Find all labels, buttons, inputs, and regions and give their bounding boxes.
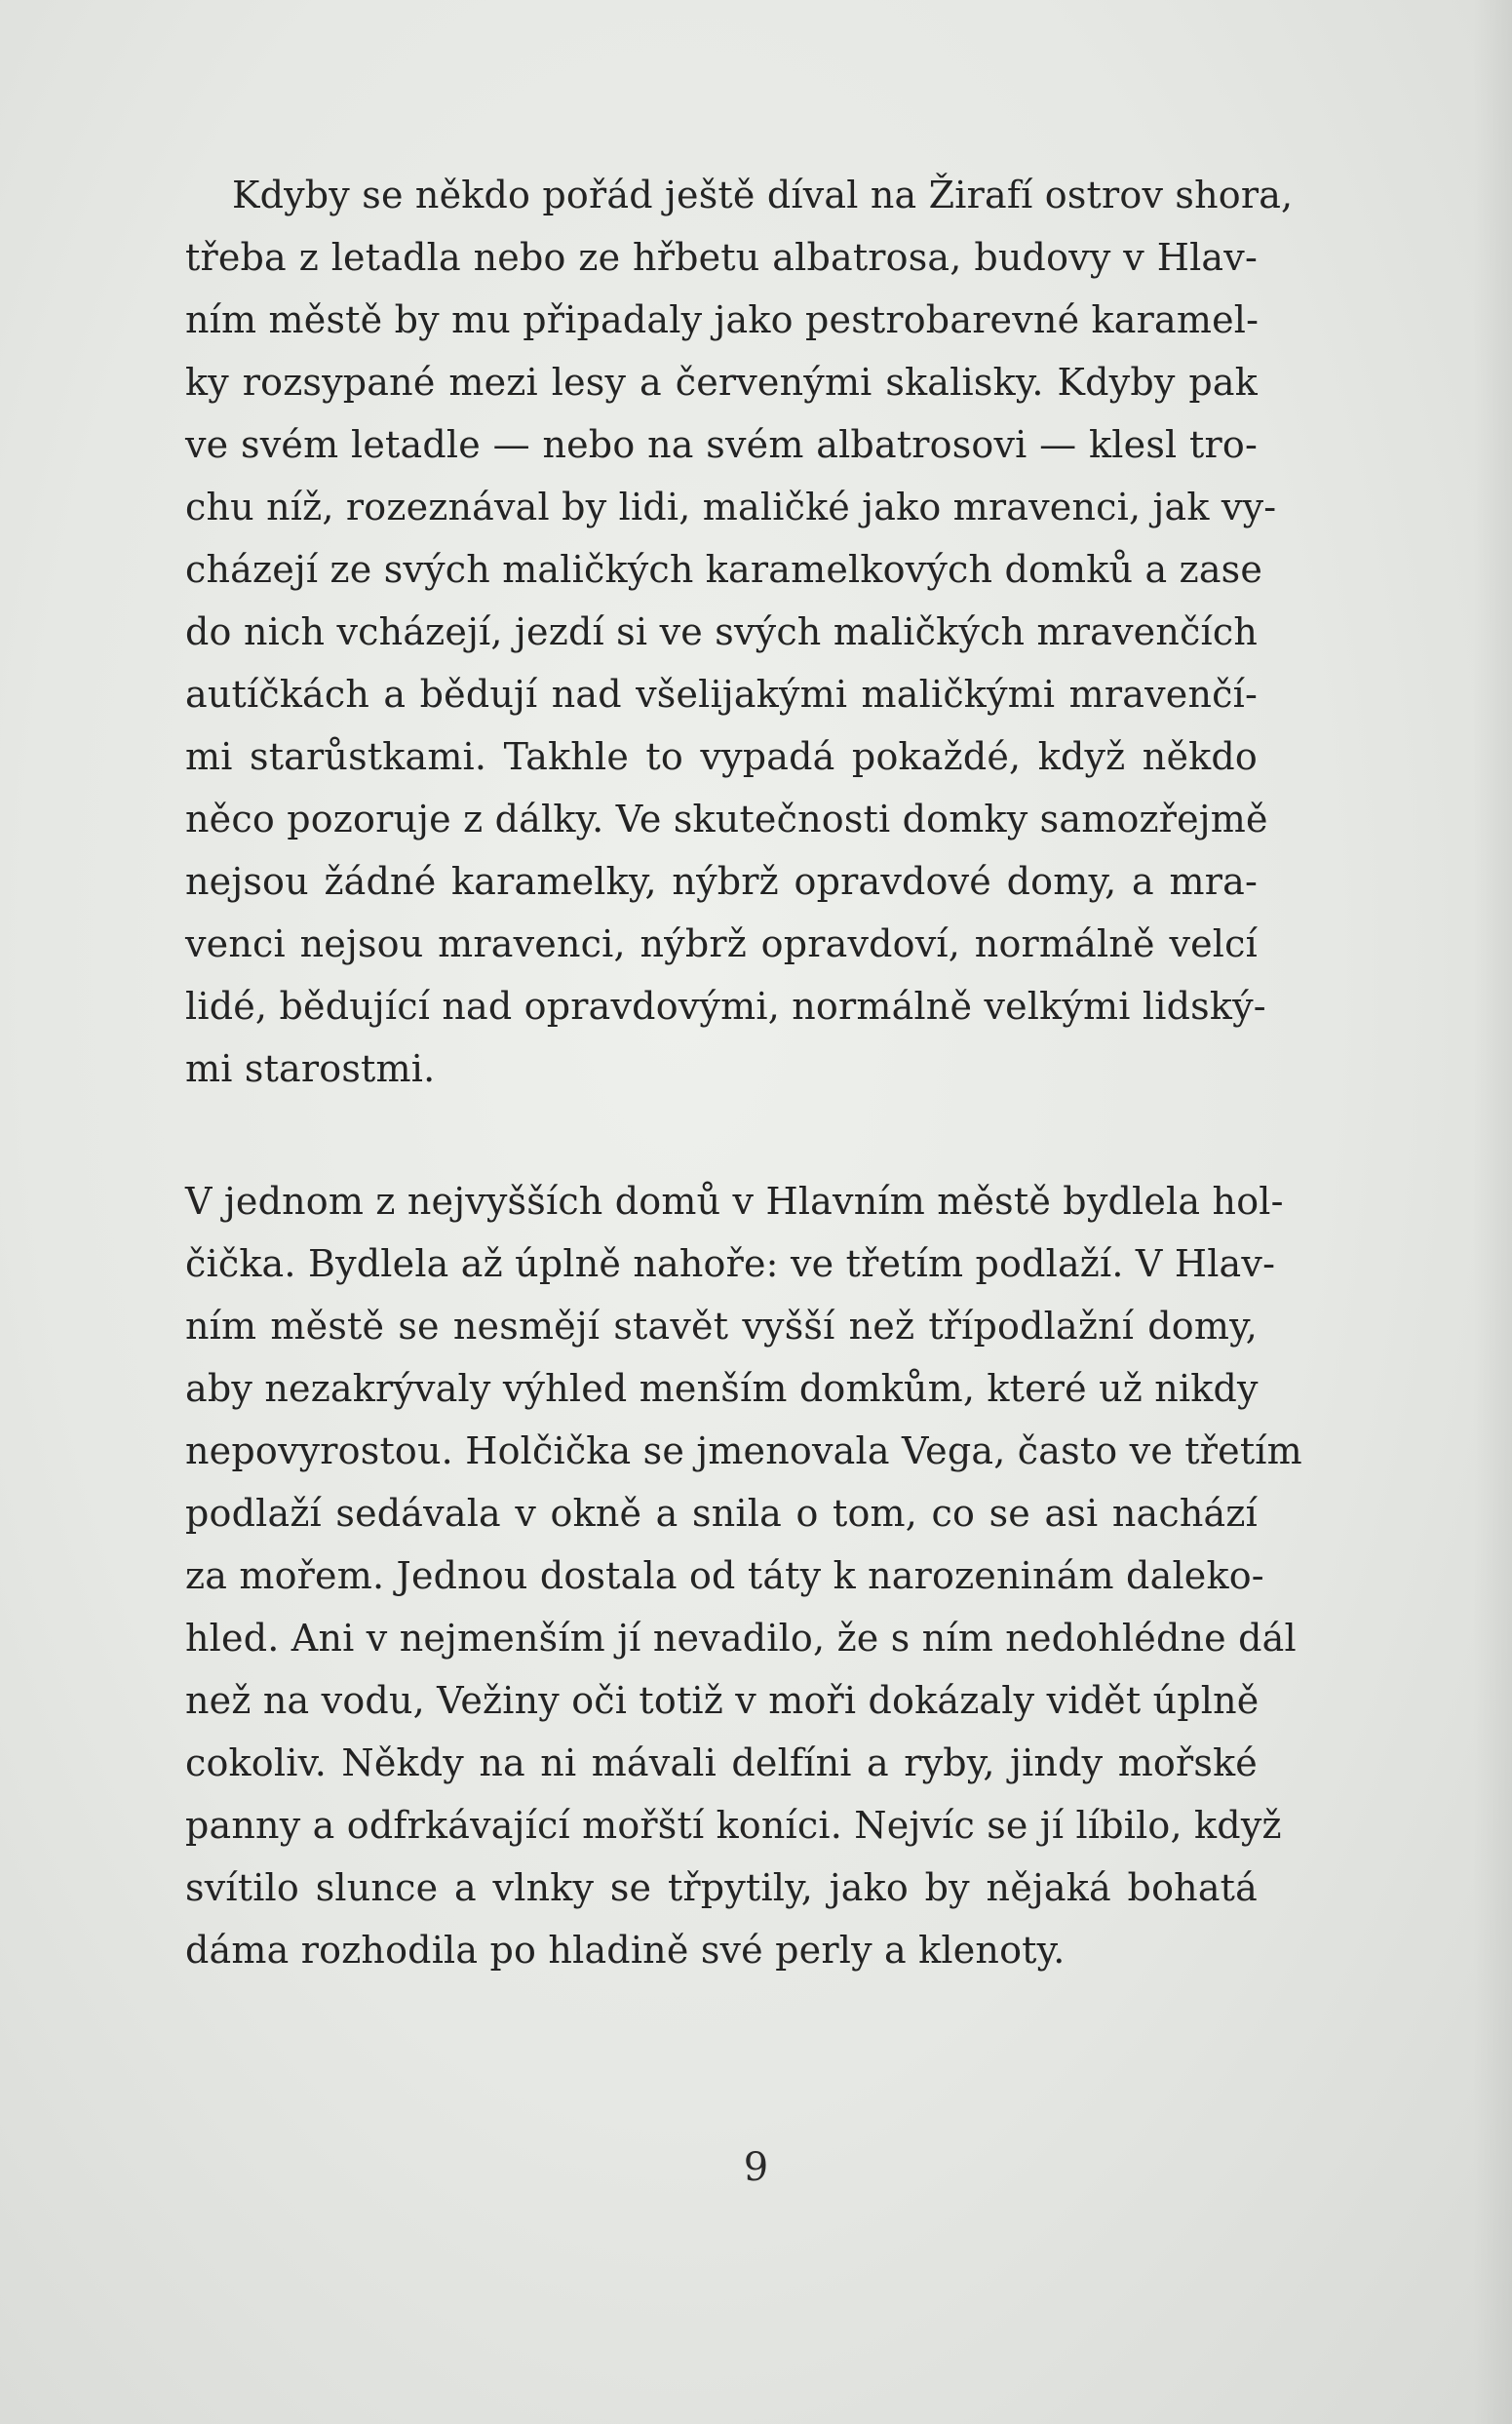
- paragraph-line: dáma rozhodila po hladině své perly a klenoty.: [185, 1929, 1066, 1972]
- paragraph-line: nejsou žádné karamelky, nýbrž opravdové domy, a mra-: [185, 860, 1258, 903]
- paragraph-line: aby nezakrývaly výhled menším domkům, které už nikdy: [185, 1367, 1259, 1410]
- paragraph-line: podlaží sedávala v okně a snila o tom, co se asi nachází: [185, 1492, 1258, 1535]
- paragraph-line: cházejí ze svých maličkých karamelkových domků a zase: [185, 548, 1263, 591]
- page-edge-shadow: [1473, 0, 1512, 2424]
- paragraph-1: [185, 164, 1294, 1100]
- paragraph-line: čička. Bydlela až úplně nahoře: ve třetím podlaží. V Hlav-: [185, 1242, 1276, 1285]
- paragraph-line: ve svém letadle — nebo na svém albatrosovi — klesl tro-: [185, 423, 1258, 466]
- paragraph-line: mi starůstkami. Takhle to vypadá pokaždé, když někdo: [185, 735, 1258, 778]
- paragraph-line: něco pozoruje z dálky. Ve skutečnosti domky samozřejmě: [185, 798, 1268, 841]
- paragraph-line: za mořem. Jednou dostala od táty k narozeninám daleko-: [185, 1554, 1264, 1597]
- paragraph-line: ním městě se nesmějí stavět vyšší než třípodlažní domy,: [185, 1305, 1258, 1348]
- paragraph-line: než na vodu, Vežiny oči totiž v moři dokázaly vidět úplně: [185, 1679, 1260, 1722]
- paragraph-line: svítilo slunce a vlnky se třpytily, jako by nějaká bohatá: [185, 1866, 1258, 1909]
- paragraph-line: V jednom z nejvyšších domů v Hlavním městě bydlela hol-: [185, 1180, 1284, 1223]
- paragraph-line: venci nejsou mravenci, nýbrž opravdoví, normálně velcí: [185, 922, 1258, 965]
- paragraph-line: mi starostmi.: [185, 1047, 436, 1090]
- page-number: 9: [743, 2145, 769, 2190]
- paragraph-line: chu níž, rozeznával by lidi, maličké jako mravenci, jak vy-: [185, 486, 1277, 528]
- paragraph-line: ním městě by mu připadaly jako pestrobarevné karamel-: [185, 298, 1260, 341]
- paragraph-line: Kdyby se někdo pořád ještě díval na Žirafí ostrov shora,: [232, 174, 1294, 216]
- paragraph-line: třeba z letadla nebo ze hřbetu albatrosa, budovy v Hlav-: [185, 236, 1258, 279]
- paragraph-line: ky rozsypané mezi lesy a červenými skalisky. Kdyby pak: [185, 361, 1258, 404]
- paragraph-line: nepovyrostou. Holčička se jmenovala Vega, často ve třetím: [185, 1429, 1302, 1472]
- paragraph-line: autíčkách a bědují nad všelijakými maličkými mravenčí-: [185, 673, 1258, 716]
- paragraph-2: [185, 1170, 1302, 1981]
- paragraph-line: do nich vcházejí, jezdí si ve svých maličkých mravenčích: [185, 610, 1258, 653]
- paragraph-line: hled. Ani v nejmenším jí nevadilo, že s ním nedohlédne dál: [185, 1617, 1297, 1660]
- paragraph-line: panny a odfrkávající mořští koníci. Nejvíc se jí líbilo, když: [185, 1804, 1282, 1847]
- paragraph-line: lidé, bědující nad opravdovými, normálně velkými lidský-: [185, 985, 1266, 1028]
- paragraph-line: cokoliv. Někdy na ni mávali delfíni a ryby, jindy mořské: [185, 1741, 1258, 1784]
